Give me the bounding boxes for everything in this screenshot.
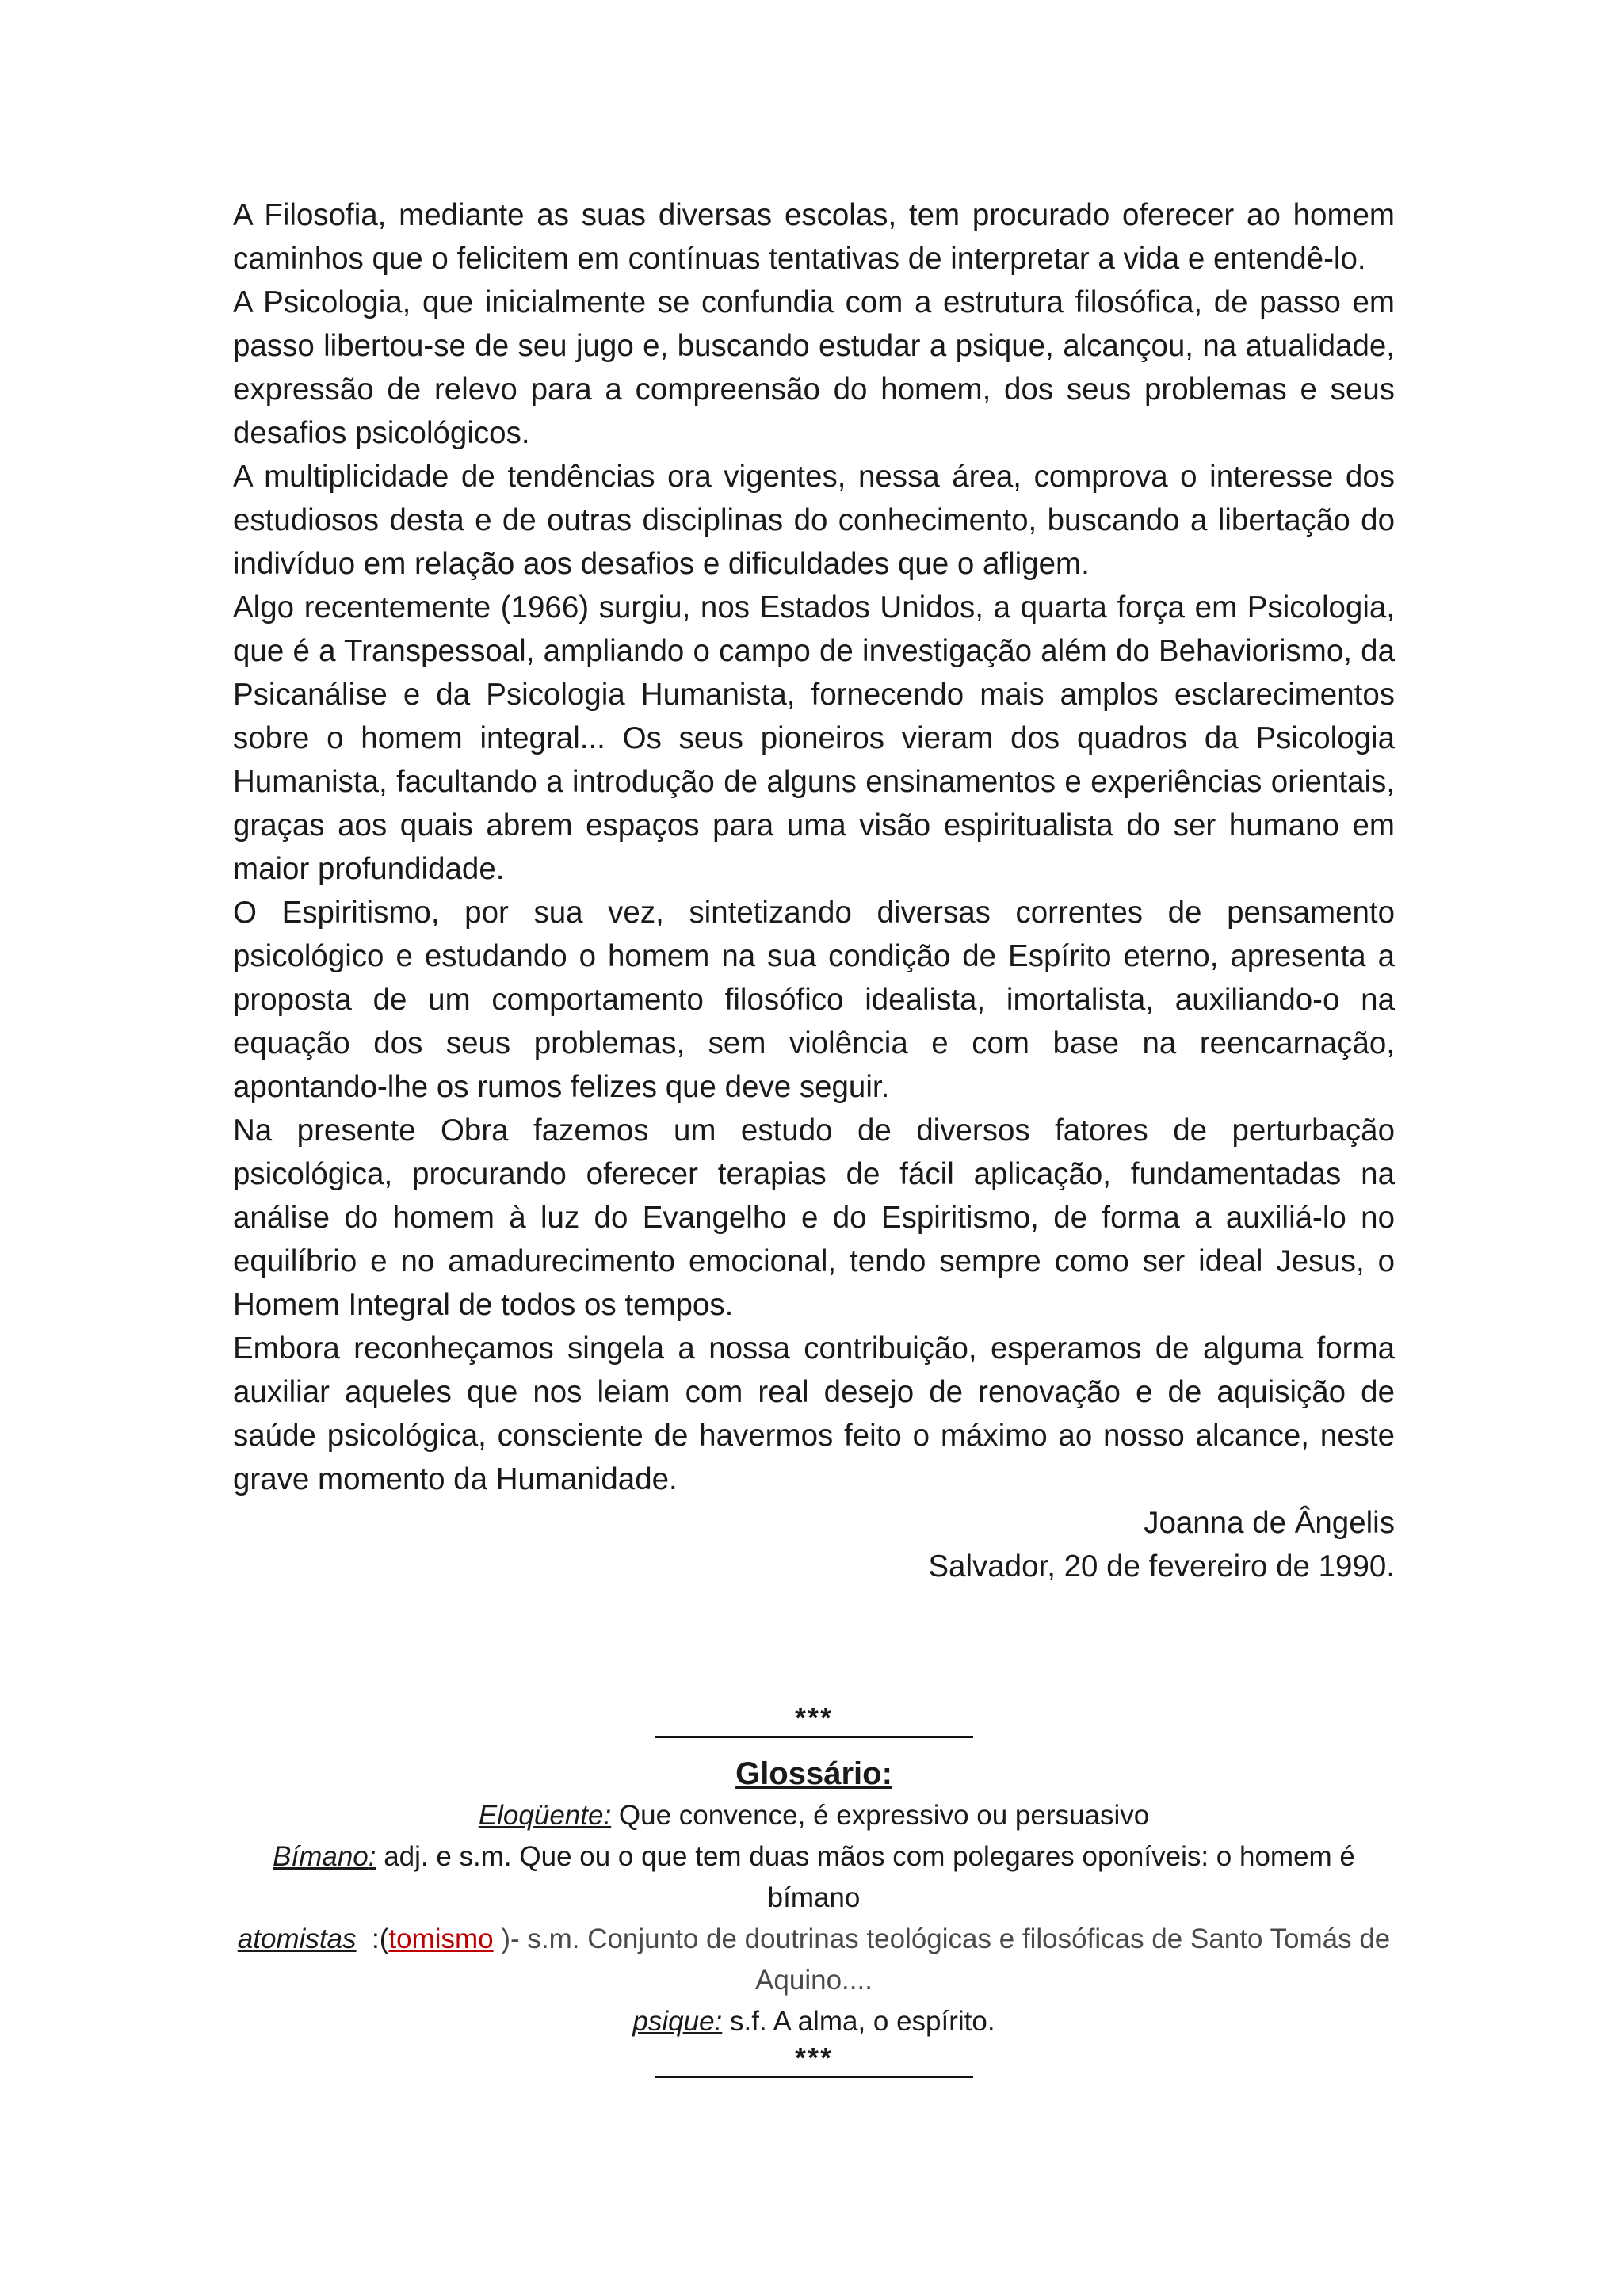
glossary-term: atomistas bbox=[237, 1924, 357, 1954]
glossary-definition: s.f. A alma, o espírito. bbox=[722, 2006, 995, 2037]
paragraph: O Espiritismo, por sua vez, sintetizando diversas correntes de pensamento psicológico e estudando o homem na sua condição de Espírito eterno, apresenta a proposta de um comportamento filosófico idealista, imortalista, auxiliando-o na equação dos seus problemas, sem violência e com base na reencarnação, apontando-lhe os rumos felizes que deve seguir. bbox=[233, 896, 1395, 1104]
glossary-prefix: :( bbox=[356, 1924, 389, 1954]
glossary-definition: )- s.m. Conjunto de doutrinas teológicas e filosóficas de Santo Tomás de Aquino.... bbox=[493, 1924, 1391, 1996]
glossary-entry bbox=[233, 2001, 1395, 2042]
glossary-title: Glossário: bbox=[735, 1756, 892, 1791]
glossary-definition: Que convence, é expressivo ou persuasivo bbox=[611, 1800, 1150, 1831]
signature-author: Joanna de Ângelis bbox=[1144, 1506, 1395, 1540]
glossary-term-sep: : bbox=[368, 1841, 376, 1872]
glossary-term-sep: : bbox=[714, 2006, 723, 2037]
divider-line-bottom bbox=[655, 2076, 973, 2078]
paragraph: A Filosofia, mediante as suas diversas escolas, tem procurado oferecer ao homem caminhos que o felicitem em contínuas tentativas de interpretar a vida e entendê-lo. bbox=[233, 198, 1395, 276]
glossary-term: Bímano bbox=[273, 1841, 369, 1872]
separator-bottom: *** bbox=[794, 2042, 834, 2074]
separator-top: *** bbox=[794, 1702, 834, 1734]
cross-reference-link[interactable]: tomismo bbox=[388, 1924, 494, 1954]
glossary-entry bbox=[233, 1836, 1395, 1919]
paragraph: A multiplicidade de tendências ora vigentes, nessa área, comprova o interesse dos estudiosos desta e de outras disciplinas do conhecimento, buscando a libertação do indivíduo em relação aos desafios e dificuldades que o afligem. bbox=[233, 460, 1395, 581]
glossary-term: psique bbox=[632, 2006, 715, 2037]
paragraph: Embora reconheçamos singela a nossa contribuição, esperamos de alguma forma auxiliar aqueles que nos leiam com real desejo de renovação e de aquisição de saúde psicológica, consciente de havermos feito o máximo ao nosso alcance, neste grave momento da Humanidade. bbox=[233, 1331, 1395, 1496]
glossary-entry bbox=[233, 1919, 1395, 2001]
glossary-section bbox=[233, 1702, 1395, 2078]
paragraph: A Psicologia, que inicialmente se confundia com a estrutura filosófica, de passo em passo libertou-se de seu jugo e, buscando estudar a psique, alcançou, na atualidade, expressão de relevo para a compreensão do homem, dos seus problemas e seus desafios psicológicos. bbox=[233, 285, 1395, 450]
paragraph: Na presente Obra fazemos um estudo de diversos fatores de perturbação psicológica, procurando oferecer terapias de fácil aplicação, fundamentadas na análise do homem à luz do Evangelho e do Espiritismo, de forma a auxiliá-lo no equilíbrio e no amadurecimento emocional, tendo sempre como ser ideal Jesus, o Homem Integral de todos os tempos. bbox=[233, 1114, 1395, 1322]
glossary-term-sep: : bbox=[603, 1800, 612, 1831]
glossary-definition: adj. e s.m. Que ou o que tem duas mãos com polegares oponíveis: o homem é bímano bbox=[376, 1841, 1355, 1913]
paragraph: Algo recentemente (1966) surgiu, nos Estados Unidos, a quarta força em Psicologia, que é a Transpessoal, ampliando o campo de investigação além do Behaviorismo, da Psicanálise e da Psicologia Humanista, fornecendo mais amplos esclarecimentos sobre o homem integral... Os seus pioneiros vieram dos quadros da Psicologia Humanista, facultando a introdução de alguns ensinamentos e experiências orientais, graças aos quais abrem espaços para uma visão espiritualista do ser humano em maior profundidade. bbox=[233, 590, 1395, 886]
signature-place-date: Salvador, 20 de fevereiro de 1990. bbox=[928, 1549, 1395, 1584]
glossary-term: Eloqüente bbox=[478, 1800, 604, 1831]
divider-line-top bbox=[655, 1736, 973, 1738]
document-body bbox=[233, 193, 1395, 1588]
glossary-entry bbox=[233, 1795, 1395, 1836]
